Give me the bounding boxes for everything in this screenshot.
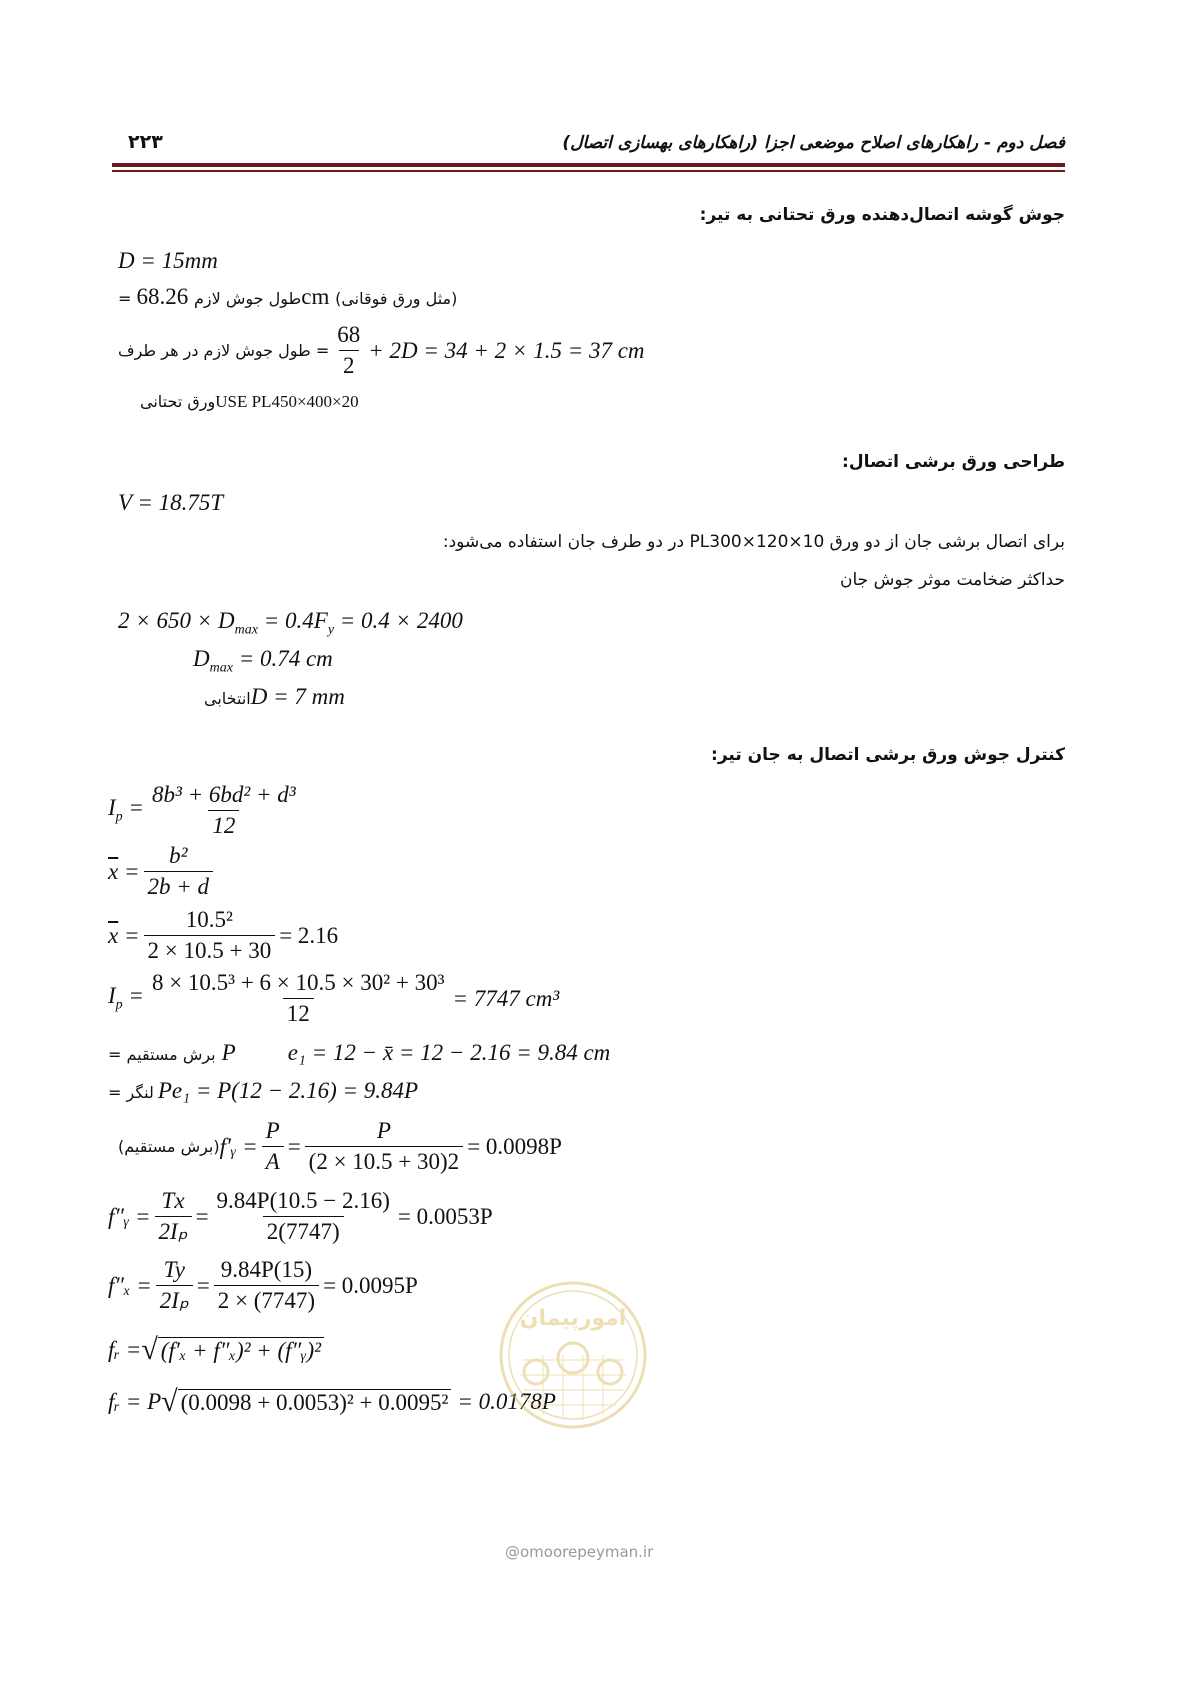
sqrt-icon: √ [141, 1333, 158, 1366]
moment-label: لنگر = [108, 1083, 154, 1102]
xbar2-symbol: $\overline{x}$ = [108, 922, 140, 948]
equals-sign: = [195, 1203, 209, 1229]
fy2-num1: Tx [161, 1188, 185, 1213]
ip-symbol: $I_p$ = [108, 795, 144, 825]
fy2-symbol: f″ᵧ = [108, 1203, 151, 1229]
fy-prime-fraction-1 [262, 1118, 284, 1175]
equation-weld-length-each-side [118, 322, 645, 379]
dmax2-value: = 0.74 cm [238, 646, 333, 671]
dmax-sub: max [234, 622, 258, 638]
header-rule-thick [112, 163, 1065, 167]
dmax2-d: D [193, 646, 210, 671]
fy2-fraction-1 [155, 1188, 192, 1245]
moment-value: Pe₁ = P(12 − 2.16) = 9.84P [157, 1078, 419, 1103]
fx2-den2: 2 × (7747) [214, 1285, 319, 1314]
fraction-numerator: 68 [337, 322, 361, 347]
ip-numerator: 8b³ + 6bd² + d³ [151, 782, 296, 807]
dmax2-sub: max [209, 660, 233, 676]
paragraph-shear-plates: برای اتصال برشی جان از دو ورق PL300×120×10 در دو طرف جان استفاده می‌شود: [442, 532, 1065, 552]
fy-prime-den1: A [262, 1146, 284, 1175]
fr-radicand: (f′ₓ + f″ₓ)² + (f″ᵧ)² [158, 1337, 324, 1364]
fy-prime-num1: P [265, 1118, 280, 1143]
fy2-den1: 2Iₚ [155, 1216, 192, 1245]
equals-sign: = [196, 1272, 210, 1298]
xbar-denominator: 2b + d [144, 871, 214, 900]
equation-moment [108, 1078, 418, 1104]
fy2-den2: 2(7747) [263, 1216, 344, 1245]
xbar2-denominator: 2 × 10.5 + 30 [144, 935, 276, 964]
weld-length-note: (مثل ورق فوقانی) [335, 289, 458, 308]
equation-dmax-1 [118, 608, 463, 639]
running-header-title: فصل دوم - راهکارهای اصلاح موضعی اجزا (راهکارهای بهسازی اتصال) [562, 133, 1065, 153]
direct-shear-label: برش مستقیم = [108, 1045, 216, 1064]
xbar-numerator: b² [169, 843, 188, 868]
use-plate-line [118, 392, 359, 412]
weld-length-value: 68.26cm [136, 284, 330, 309]
xbar-symbol: $\overline{x}$ = [108, 858, 140, 884]
watermark-url: @omoorepeyman.ir [505, 1543, 654, 1561]
equation-fy-double-prime [108, 1188, 493, 1245]
fy-sub: y [327, 622, 335, 638]
dmax-eq-lhs: 2 × 650 × D [118, 608, 235, 633]
fy-prime-label: (برش مستقیم) [118, 1137, 220, 1156]
watermark-logo-text: امورپیمان [519, 1306, 627, 1331]
ip2-denominator: 12 [283, 998, 314, 1027]
fy2-fraction-2 [213, 1188, 394, 1245]
fraction-68-over-2 [333, 322, 364, 379]
section-heading-shear-plate-design: طراحی ورق برشی اتصال: [842, 452, 1065, 472]
selected-d-value: D = 7 mm [250, 684, 345, 709]
equation-fx-double-prime [108, 1257, 418, 1314]
fraction-denominator: 2 [339, 350, 359, 379]
equation-d-15mm: D = 15mm [118, 248, 218, 273]
ip-denominator: 12 [208, 810, 239, 839]
weld-each-side-rest: + 2D = 34 + 2 × 1.5 = 37 cm [368, 337, 645, 363]
fy2-result: = 0.0053P [397, 1203, 493, 1229]
fy2-num2: 9.84P(10.5 − 2.16) [216, 1188, 390, 1213]
xbar-fraction [144, 843, 214, 900]
sqrt-icon: √ [161, 1385, 178, 1418]
equation-weld-length [118, 284, 457, 310]
xbar2-numerator: 10.5² [185, 907, 233, 932]
fx2-fraction-2 [214, 1257, 319, 1314]
direct-shear-P: P [221, 1040, 236, 1065]
equation-d-selected [198, 684, 345, 710]
equals-sign: = [287, 1133, 301, 1159]
page-number: ۲۲۳ [128, 131, 163, 153]
dmax-eq-mid: = 0.4F [263, 608, 328, 633]
fr2-result: = 0.0178P [457, 1389, 556, 1414]
fy-prime-result: = 0.0098P [467, 1133, 562, 1159]
fr2-radicand: (0.0098 + 0.0053)² + 0.0095² [178, 1389, 452, 1416]
fy-prime-num2: P [376, 1118, 391, 1143]
fx2-fraction-1 [156, 1257, 193, 1314]
equation-xbar-value [108, 907, 338, 964]
equation-xbar-formula [108, 843, 217, 900]
ip2-result: = 7747 cm³ [452, 985, 560, 1011]
equation-direct-shear [108, 1040, 610, 1066]
ip-fraction [148, 782, 300, 839]
e1-equation: e₁ = 12 − x̄ = 12 − 2.16 = 9.84 cm [287, 1040, 611, 1065]
equation-fr-value [108, 1385, 556, 1419]
section-heading-weld-check: کنترل جوش ورق برشی اتصال به جان تیر: [711, 745, 1065, 765]
paragraph-max-weld-thickness: حداکثر ضخامت موثر جوش جان [840, 570, 1065, 590]
fy-prime-den2: (2 × 10.5 + 30)2 [305, 1146, 464, 1175]
weld-length-label: = طول جوش لازم [118, 289, 302, 308]
fx2-num2: 9.84P(15) [220, 1257, 313, 1282]
weld-each-side-label: = طول جوش لازم در هر طرف [118, 341, 330, 360]
use-plate-label: ورق تحتانی [140, 392, 216, 411]
fy-prime-symbol: f′ᵧ = [219, 1133, 258, 1159]
equation-fy-prime [108, 1118, 562, 1175]
equation-dmax-2 [193, 646, 333, 677]
xbar2-result: = 2.16 [279, 922, 339, 948]
fr2-symbol: fᵣ = P [108, 1389, 162, 1414]
xbar2-fraction [144, 907, 276, 964]
section-heading-bottom-plate-weld: جوش گوشه اتصال‌دهنده ورق تحتانی به تیر: [699, 205, 1065, 225]
equation-ip-value [108, 970, 559, 1027]
equation-fr-formula [108, 1333, 324, 1367]
fx2-den1: 2Iₚ [156, 1285, 193, 1314]
selected-label: انتخابی [204, 689, 251, 708]
equation-ip-formula [108, 782, 304, 839]
fx2-symbol: f″ₓ = [108, 1272, 152, 1298]
dmax-eq-rhs: = 0.4 × 2400 [339, 608, 463, 633]
fx2-num1: Ty [163, 1257, 185, 1282]
fx2-result: = 0.0095P [323, 1272, 418, 1298]
watermark-logo [498, 1280, 648, 1430]
fy-prime-fraction-2 [305, 1118, 464, 1175]
ip2-fraction [148, 970, 449, 1027]
ip2-symbol: $I_p$ = [108, 983, 144, 1013]
equation-v: V = 18.75T [118, 490, 224, 515]
fr-symbol: fᵣ = [108, 1337, 142, 1362]
use-plate-text: USE PL450×400×20 [215, 392, 359, 411]
header-rule-thin [112, 170, 1065, 172]
ip2-numerator: 8 × 10.5³ + 6 × 10.5 × 30² + 30³ [151, 970, 445, 995]
